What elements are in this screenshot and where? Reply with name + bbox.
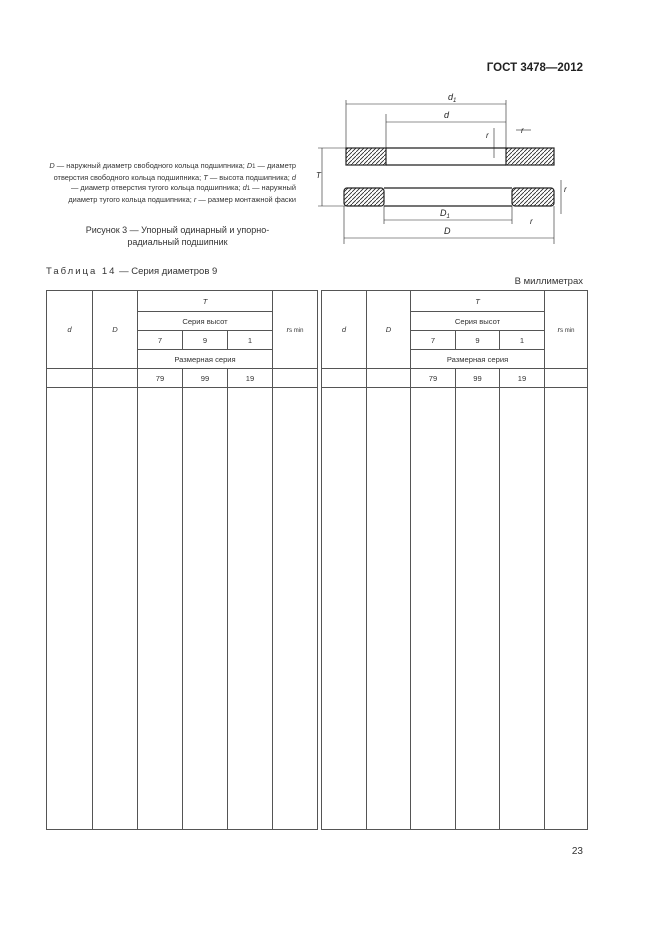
col-T1-right [500, 388, 545, 830]
header-size-series: Размерная серия [138, 350, 273, 369]
col-T9-right [456, 388, 500, 830]
bearing-drawing [316, 88, 586, 248]
label-d1: $d_1$ [448, 92, 457, 104]
header-d-right: d [322, 291, 367, 369]
free-ring-left [344, 188, 384, 206]
table-unit: В миллиметрах [514, 276, 583, 287]
label-T: T [316, 171, 321, 180]
free-ring-right [512, 188, 554, 206]
dimension-table: d D T rs min d D T rs min Серия высот Серия высот 7 9 1 7 9 1 Размерная серия Размерная серия 79 99 19 79 99 19 [46, 290, 588, 830]
col-T9 [183, 388, 228, 830]
figure-legend: D — наружный диаметр свободного кольца подшипника; D1 — диаметр отверстия свободного кольца подшипника; T — высота подшипника; d — диаметр отверстия тугого кольца подшипника; d1 — наружный диаметр тугого кольца подшипника; r — размер монтажной фаски [49, 161, 296, 204]
figure-caption: Рисунок 3 — Упорный одинарный и упорно-радиальный подшипник [85, 225, 270, 247]
header-rs: rs min [273, 291, 318, 369]
col-d-right [322, 388, 367, 830]
tight-ring-right [506, 148, 554, 165]
col-D [93, 388, 138, 830]
svg-text:r: r [486, 131, 489, 140]
header-rs-right: rs min [545, 291, 588, 369]
svg-text:r: r [521, 126, 524, 135]
col-T7-right [411, 388, 456, 830]
col-T7 [138, 388, 183, 830]
header-height-series-right: Серия высот [411, 312, 545, 331]
tight-ring-left [346, 148, 386, 165]
svg-text:r: r [530, 217, 533, 226]
header-size-series-right: Размерная серия [411, 350, 545, 369]
header-D-right: D [367, 291, 411, 369]
header-d: d [47, 291, 93, 369]
header-T-right: T [411, 291, 545, 312]
col-rs [273, 388, 318, 830]
document-header: ГОСТ 3478—2012 [486, 62, 583, 74]
label-d: d [444, 110, 450, 120]
header-D: D [93, 291, 138, 369]
header-T: T [138, 291, 273, 312]
label-D: D [444, 226, 451, 236]
col-T1 [228, 388, 273, 830]
page-number: 23 [571, 846, 583, 857]
svg-text:r: r [564, 185, 567, 194]
header-height-series: Серия высот [138, 312, 273, 331]
col-D-right [367, 388, 411, 830]
table-caption: Таблица 14 — Серия диаметров 9 [46, 266, 218, 277]
col-d [47, 388, 93, 830]
col-rs-right [545, 388, 588, 830]
label-D1: $D_1$ [440, 208, 450, 220]
